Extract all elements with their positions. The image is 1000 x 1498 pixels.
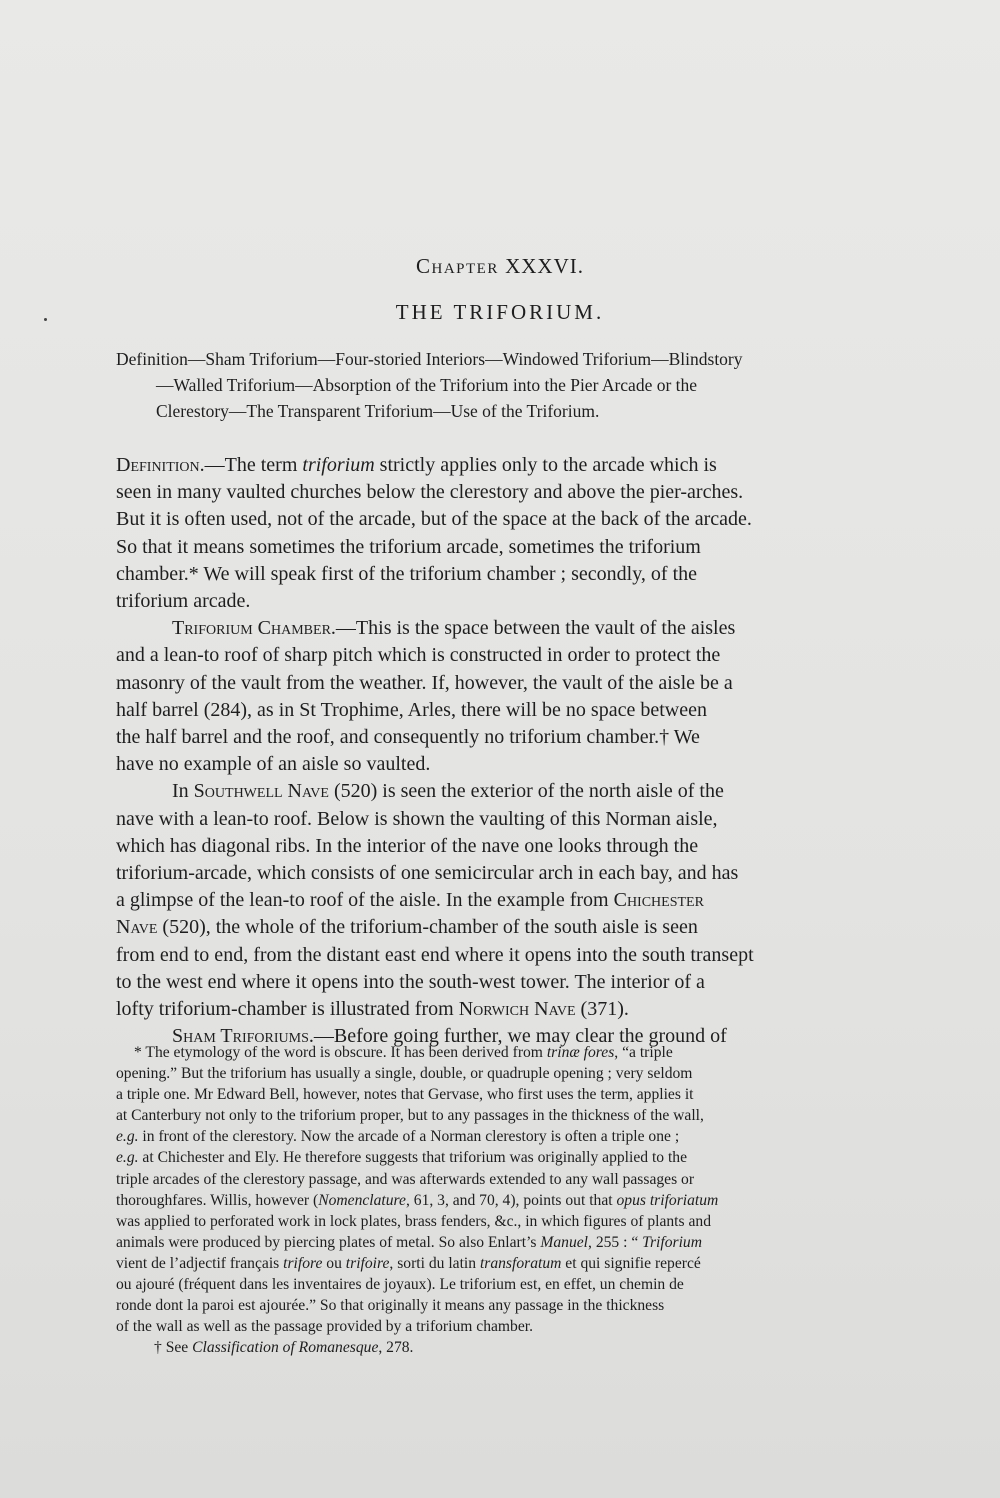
italic-term: transforatum: [479, 1254, 562, 1272]
text-run: —The term: [204, 454, 303, 476]
text-run: vient de l’adjectif français: [116, 1254, 284, 1272]
footnote-line: of the wall as well as the passage provided by a triforium chamber.: [116, 1318, 534, 1336]
text-run: † See: [154, 1339, 193, 1357]
text-run: (371).: [575, 998, 629, 1021]
text-run: —Before going further, we may clear the ground of: [313, 1025, 727, 1048]
text-line: seen in many vaulted churches below the clerestory and above the pier-arches.: [116, 481, 744, 504]
text-line: But it is often used, not of the arcade, but of the space at the back of the arcade.: [116, 508, 752, 531]
italic-term: trifore: [283, 1254, 323, 1272]
footnote-line: [116, 1147, 902, 1168]
footnote-line: [116, 1253, 902, 1274]
text-line: the half barrel and the roof, and consequently no triforium chamber.† We: [116, 726, 700, 749]
text-line: [116, 996, 892, 1023]
italic-term: Manuel: [540, 1233, 589, 1251]
footnote-line: ou ajouré (fréquent dans les inventaires de joyaux). Le triforium est, en effet, un chemin de: [116, 1276, 684, 1294]
text-run: , 278.: [378, 1339, 414, 1357]
text-line: So that it means sometimes the triforium arcade, sometimes the triforium: [116, 535, 701, 558]
chapter-number: [0, 254, 1000, 279]
figure-reference: Chichester: [613, 889, 704, 912]
text-line: [116, 615, 892, 642]
text-run: thoroughfares. Willis, however (: [116, 1191, 319, 1209]
text-line: masonry of the vault from the weather. If, however, the vault of the aisle be a: [116, 671, 733, 694]
italic-term: triforium: [302, 454, 375, 476]
footnote-line: [116, 1337, 902, 1358]
text-run: in front of the clerestory. Now the arcade of a Norman clerestory is often a triple one ;: [138, 1128, 680, 1146]
italic-term: Nomenclature: [318, 1191, 406, 1209]
figure-reference: Norwich Nave: [458, 998, 576, 1021]
chapter-title: THE TRIFORIUM.: [395, 300, 605, 324]
footnote-line: [116, 1042, 902, 1063]
text-run: (520), the whole of the triforium-chamber of the south aisle is seen: [157, 916, 698, 939]
text-line: [116, 887, 892, 914]
footnote-line: opening.” But the triforium has usually a single, double, or quadruple opening ; very seldom: [116, 1065, 693, 1083]
text-line: nave with a lean-to roof. Below is shown the vaulting of this Norman aisle,: [116, 807, 718, 830]
text-line: [116, 914, 892, 941]
text-run: lofty triforium-chamber is illustrated from: [116, 998, 459, 1021]
text-run: In: [172, 780, 194, 803]
chapter-synopsis: [116, 346, 888, 424]
text-run: , sorti du latin: [389, 1254, 480, 1272]
text-line: [116, 778, 892, 805]
text-run: a glimpse of the lean-to roof of the aisle. In the example from: [116, 889, 614, 912]
text-line: which has diagonal ribs. In the interior of the nave one looks through the: [116, 834, 699, 857]
text-run: (520) is seen the exterior of the north aisle of the: [328, 780, 724, 803]
italic-term: Classification of Romanesque: [192, 1339, 379, 1357]
text-run: strictly applies only to the arcade which is: [374, 454, 717, 476]
italic-term: opus triforiatum: [616, 1191, 719, 1209]
figure-reference: Nave: [116, 916, 158, 939]
text-run: * The etymology of the word is obscure. It has been derived from: [134, 1044, 547, 1061]
text-line: to the west end where it opens into the south-west tower. The interior of a: [116, 970, 705, 993]
text-run: , 61, 3, and 70, 4), points out that: [405, 1191, 617, 1209]
body-text: [116, 452, 892, 1050]
section-heading-definition: Definition.: [116, 454, 205, 476]
section-heading-sham-triforiums: Sham Triforiums.: [172, 1025, 314, 1048]
italic-term: trinæ fores: [546, 1044, 615, 1061]
italic-term: e.g.: [116, 1128, 139, 1146]
figure-reference: Southwell Nave: [193, 780, 329, 803]
text-line: have no example of an aisle so vaulted.: [116, 753, 431, 776]
footnote-line: triple arcades of the clerestory passage, and was afterwards extended to any wall passages or: [116, 1170, 695, 1188]
synopsis-line: Clerestory—The Transparent Triforium—Use of the Triforium.: [156, 401, 600, 421]
footnote-line: at Canterbury not only to the triforium proper, but to any passages in the thickness of the wall,: [116, 1107, 704, 1125]
synopsis-line: —Walled Triforium—Absorption of the Triforium into the Pier Arcade or the: [156, 375, 698, 395]
footnote-line: [116, 1190, 902, 1211]
text-run: et qui signifie repercé: [561, 1254, 701, 1272]
text-line: [116, 452, 892, 479]
text-line: triforium arcade.: [116, 590, 251, 613]
text-run: animals were produced by piercing plates of metal. So also Enlart’s: [116, 1233, 541, 1251]
text-run: , “a triple: [614, 1044, 673, 1061]
text-line: and a lean-to roof of sharp pitch which is constructed in order to protect the: [116, 644, 721, 667]
synopsis-line: Definition—Sham Triforium—Four-storied Interiors—Windowed Triforium—Blindstory: [116, 349, 743, 369]
italic-term: trifoire: [345, 1254, 390, 1272]
text-run: , 255 : “: [588, 1233, 643, 1251]
italic-term: e.g.: [116, 1149, 139, 1167]
text-line: triforium-arcade, which consists of one semicircular arch in each bay, and has: [116, 862, 739, 885]
section-heading-triforium-chamber: Triforium Chamber.: [172, 617, 336, 640]
footnote-line: [116, 1232, 902, 1253]
footnote-line: ronde dont la paroi est ajourée.” So that originally it means any passage in the thickness: [116, 1297, 665, 1315]
chapter-numeral: XXXVI.: [505, 254, 584, 278]
footnotes: [116, 1042, 902, 1358]
text-line: half barrel (284), as in St Trophime, Arles, there will be no space between: [116, 698, 707, 721]
text-run: ou: [322, 1254, 346, 1272]
footnote-line: [116, 1126, 902, 1147]
text-run: at Chichester and Ely. He therefore suggests that triforium was originally applied to the: [138, 1149, 688, 1167]
text-run: —This is the space between the vault of the aisles: [335, 617, 736, 640]
text-line: from end to end, from the distant east end where it opens into the south transept: [116, 943, 754, 966]
footnote-line: was applied to perforated work in lock plates, brass fenders, &c., in which figures of plants and: [116, 1212, 711, 1230]
chapter-label-prefix: Chapter: [415, 254, 499, 278]
italic-term: Triforium: [642, 1233, 702, 1251]
footnote-line: a triple one. Mr Edward Bell, however, notes that Gervase, who first uses the term, applies it: [116, 1086, 694, 1104]
text-line: chamber.* We will speak first of the triforium chamber ; secondly, of the: [116, 562, 697, 585]
